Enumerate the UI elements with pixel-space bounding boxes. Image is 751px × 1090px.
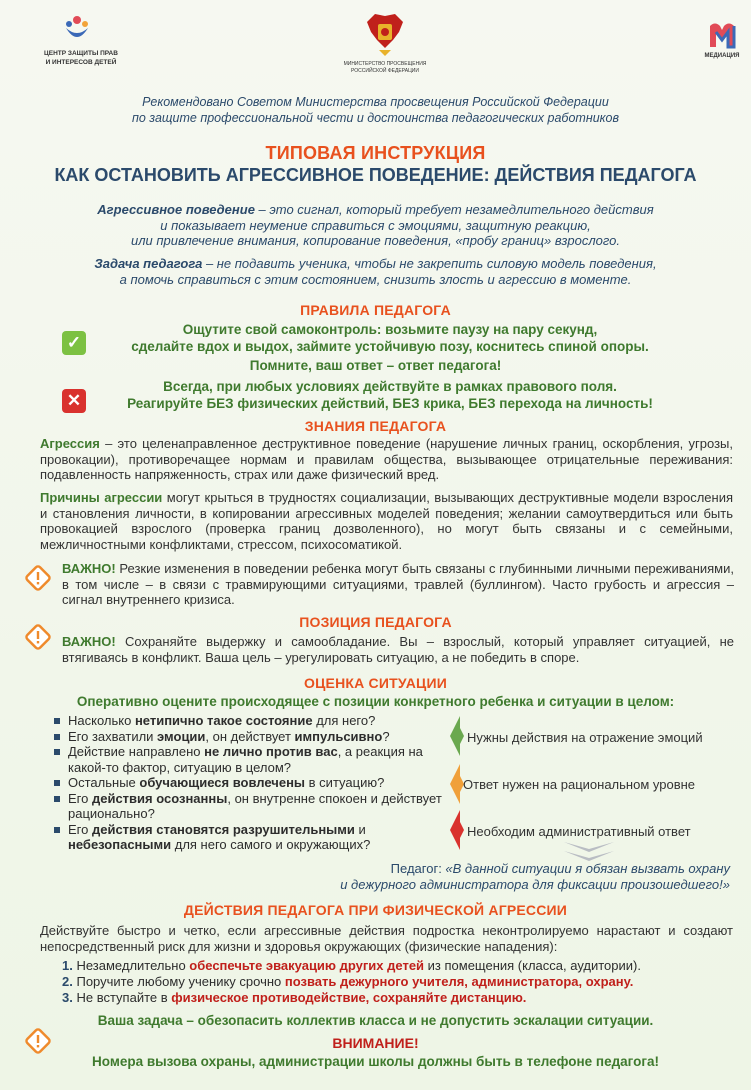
intro-task-text2: а помочь справиться с этим состоянием, снизить злость и агрессию в моменте. (119, 271, 632, 287)
teacher-statement-line1: «В данной ситуации я обязан вызвать охрану (445, 861, 730, 876)
knowledge-important-paragraph (62, 561, 734, 608)
rules-remember: Помните, ваш ответ – ответ педагога! (249, 358, 502, 373)
position-important-paragraph (62, 634, 734, 665)
response-emotions: Нужны действия на отражение эмоций (467, 730, 703, 745)
knowledge-heading: ЗНАНИЯ ПЕДАГОГА (304, 418, 447, 434)
knowledge-aggression-paragraph (40, 436, 733, 483)
list-item: Насколько нетипично такое состояние для него? (52, 713, 452, 729)
teacher-statement (280, 861, 730, 892)
rights-center-logo (26, 14, 136, 70)
teacher-statement-label: Педагог: (390, 861, 446, 876)
response-admin: Необходим административный ответ (467, 824, 691, 839)
knowledge-causes-text: могут крыться в трудностях социализации, вызывающих деструктивные модели взросления и становления личности, в копировании агрессивных моделей поведения; желании самоутвердиться или быть провокацией взрослого (проверка границ дозволенного), но могут быть связаны и с семейными, межличностными конфликтами, стрессом, психосоматикой. (40, 490, 734, 552)
assessment-subheading: Оперативно оцените происходящее с позиции конкретного ребенка и ситуации в целом: (76, 694, 675, 709)
ministry-name-line1: МИНИСТЕРСТВО ПРОСВЕЩЕНИЯ (343, 61, 427, 67)
mediation-m-icon (707, 20, 737, 50)
list-item: 1. Незамедлительно обеспечьте эвакуацию других детей из помещения (класса, аудитории). (62, 958, 641, 973)
recommendation-line1: Рекомендовано Советом Министерства просвещения Российской Федерации (142, 95, 609, 109)
rules-do-line1: Ощутите свой самоконтроль: возьмите паузу на пару секунд, (182, 322, 598, 337)
rights-center-emblem-icon (62, 14, 92, 44)
rights-center-name-line1: ЦЕНТР ЗАЩИТЫ ПРАВ (44, 50, 118, 57)
rules-dont-text (80, 378, 700, 412)
intro-aggression-text1: – это сигнал, который требует незамедлительного действия (254, 202, 654, 217)
intro-aggression-term: Агрессивное поведение (97, 202, 255, 217)
assessment-questions (52, 713, 452, 853)
physical-steps (62, 958, 742, 1005)
double-down-arrow-icon (564, 842, 614, 862)
assessment-heading: ОЦЕНКА СИТУАЦИИ (304, 675, 447, 691)
position-important-text: Сохраняйте выдержку и самообладание. Вы – взрослый, который управляет ситуацией, не втягиваясь в конфликт. Ваша цель – урегулировать ситуацию, а не победить в споре. (62, 634, 734, 665)
list-item: 2. Поручите любому ученику срочно позвать дежурного учителя, администратора, охрану. (62, 973, 634, 989)
attention-text: Номера вызова охраны, администрации школы должны быть в телефоне педагога! (92, 1054, 659, 1069)
double-headed-eagle-icon (363, 10, 407, 58)
list-item: Действие направлено не лично против вас, а реакция на какой-то фактор, ситуацию в целом? (52, 744, 452, 775)
checkmark-icon: ✓ (62, 331, 86, 355)
doc-type-title: ТИПОВАЯ ИНСТРУКЦИЯ (265, 143, 486, 163)
ministry-name-line2: РОССИЙСКОЙ ФЕДЕРАЦИИ (351, 68, 419, 74)
position-heading: ПОЗИЦИЯ ПЕДАГОГА (299, 614, 452, 630)
orange-arrow-icon (448, 764, 464, 804)
intro-teacher-task (0, 256, 751, 287)
intro-task-text1: – не подавить ученика, чтобы не закрепить силовую модель поведения, (202, 256, 657, 271)
list-item: Его действия становятся разрушительными и небезопасными для него самого и окружающих? (52, 822, 452, 853)
warning-icon (25, 565, 51, 591)
response-rational: Ответ нужен на рациональном уровне (463, 777, 696, 792)
rules-dont-line2: Реагируйте БЕЗ физических действий, БЕЗ крика, БЕЗ перехода на личность! (127, 396, 653, 411)
warning-icon (25, 624, 51, 650)
intro-task-term: Задача педагога (94, 256, 203, 271)
physical-heading: ДЕЙСТВИЯ ПЕДАГОГА ПРИ ФИЗИЧЕСКОЙ АГРЕССИИ (183, 902, 568, 918)
knowledge-aggression-text: – это целенаправленное деструктивное поведение (нарушение личных границ, оскорбления, угрозы, провокации), противоречащее нормам и правилам общества, вызывающее отрицательные переживания: подавленность напряженность, страх или даже физический вред. (40, 436, 733, 482)
recommendation-line2: по защите профессиональной чести и достоинства педагогических работников (131, 111, 620, 125)
rules-do-text (80, 321, 700, 355)
list-item: Его захватили эмоции, он действует импульсивно? (52, 729, 452, 745)
physical-goal: Ваша задача – обезопасить коллектив класса и не допустить эскалации ситуации. (97, 1013, 654, 1028)
knowledge-important-label: ВАЖНО! (62, 561, 116, 576)
attention-label: ВНИМАНИЕ! (332, 1035, 419, 1051)
page-title: КАК ОСТАНОВИТЬ АГРЕССИВНОЕ ПОВЕДЕНИЕ: ДЕЙСТВИЯ ПЕДАГОГА (54, 165, 697, 185)
list-item: 3. Не вступайте в физическое противодействие, сохраняйте дистанцию. (62, 989, 527, 1005)
rules-heading: ПРАВИЛА ПЕДАГОГА (300, 302, 451, 318)
knowledge-important-text: Резкие изменения в поведении ребенка могут быть связаны с глубинными личными переживаниями, в том числе – в связи с травмирующими ситуациями, травлей (буллингом). Часто грубость и агрессия – сигнал внутреннего кризиса. (62, 561, 734, 607)
cross-icon: ✕ (62, 389, 86, 413)
position-important-label: ВАЖНО! (62, 634, 116, 649)
rules-do-line2: сделайте вдох и выдох, займите устойчивую позу, коснитесь спиной опоры. (131, 339, 649, 354)
knowledge-aggression-term: Агрессия (40, 436, 100, 451)
intro-aggression-definition (0, 202, 751, 249)
rules-dont-line1: Всегда, при любых условиях действуйте в рамках правового поля. (163, 379, 617, 394)
rights-center-name-line2: И ИНТЕРЕСОВ ДЕТЕЙ (45, 59, 117, 66)
knowledge-causes-paragraph (40, 490, 733, 552)
list-item: Остальные обучающиеся вовлечены в ситуацию? (52, 775, 452, 791)
intro-aggression-text3: или привлечение внимания, копирование поведения, «пробу границ» взрослого. (130, 233, 621, 248)
mediation-label: МЕДИАЦИЯ (704, 53, 740, 59)
physical-intro: Действуйте быстро и четко, если агрессивные действия подростка неконтролируемо нарастают и создают непосредственный риск для жизни и здоровья окружающих (физические нападения): (40, 923, 733, 954)
intro-aggression-text2: и показывает неумение справиться с эмоциями, защитную реакцию, (160, 217, 591, 233)
green-arrow-icon (448, 716, 464, 756)
mediation-logo (700, 20, 744, 66)
list-item: Его действия осознанны, он внутренне спокоен и действует рационально? (52, 791, 452, 822)
teacher-statement-line2: и дежурного администратора для фиксации произошедшего!» (340, 876, 730, 892)
red-arrow-icon (448, 810, 464, 850)
ministry-logo (330, 10, 440, 80)
knowledge-causes-term: Причины агрессии (40, 490, 163, 505)
